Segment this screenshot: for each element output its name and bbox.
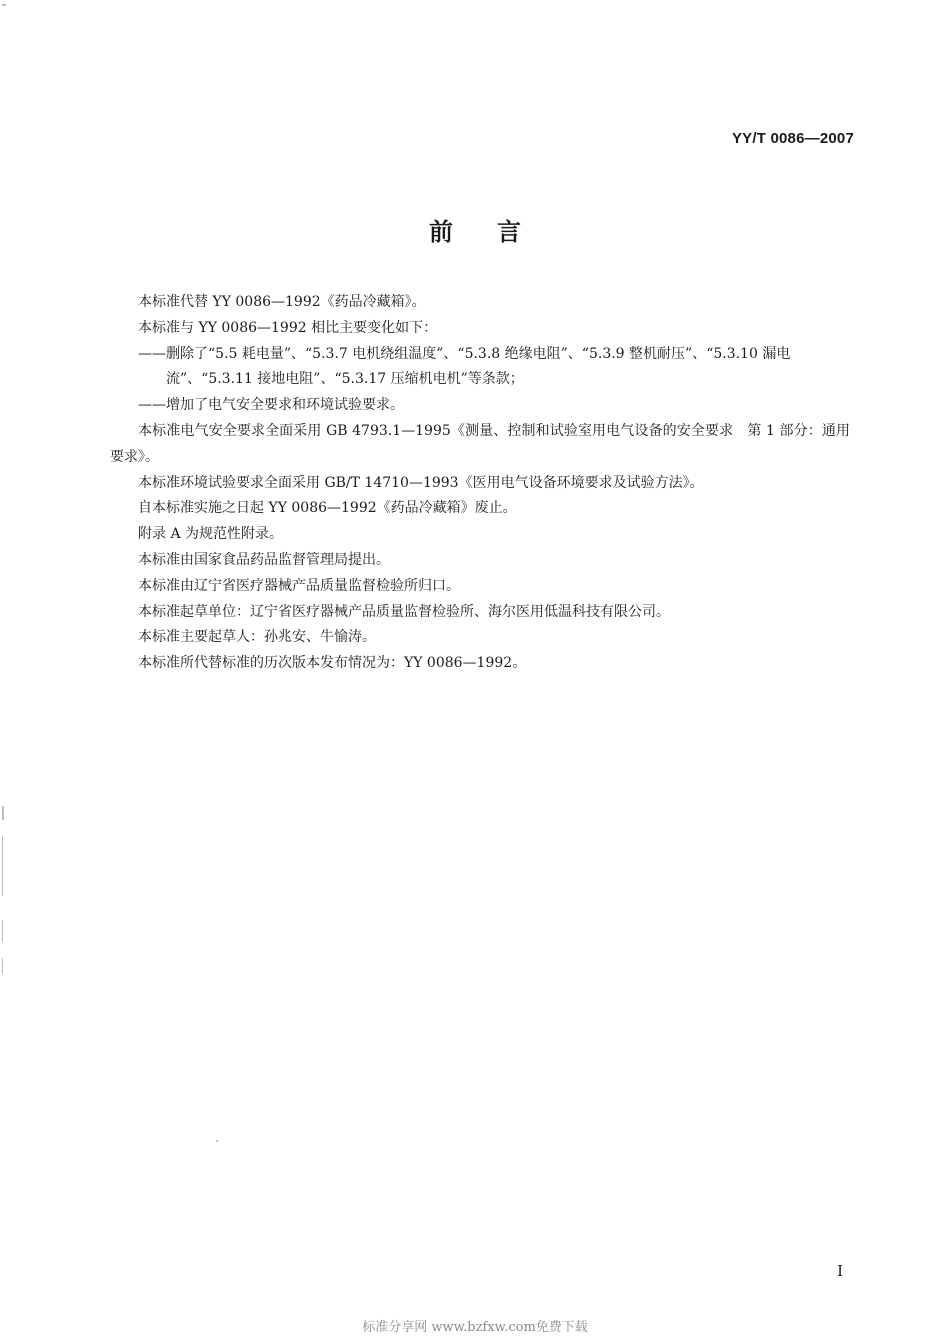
scan-artifact bbox=[216, 1140, 218, 1142]
list-item: ——增加了电气安全要求和环境试验要求。 bbox=[138, 397, 404, 414]
paragraph: 本标准所代替标准的历次版本发布情况为：YY 0086—1992。 bbox=[138, 655, 527, 672]
paragraph: 附录 A 为规范性附录。 bbox=[138, 526, 284, 543]
paragraph: 本标准环境试验要求全面采用 GB/T 14710—1993《医用电气设备环境要求及试验方法》。 bbox=[138, 474, 704, 491]
paragraph: 本标准由国家食品药品监督管理局提出。 bbox=[138, 551, 390, 568]
paragraph: 本标准电气安全要求全面采用 GB 4793.1—1995《测量、控制和试验室用电气设备的安全要求 第 1 部分：通用要求》。 bbox=[110, 422, 850, 465]
scan-artifact bbox=[2, 806, 4, 820]
paragraph: 本标准起草单位：辽宁省医疗器械产品质量监督检验所、海尔医用低温科技有限公司。 bbox=[138, 603, 670, 620]
scan-artifact bbox=[2, 958, 3, 974]
watermark-footer: 标准分享网 www.bzfxw.com免费下载 bbox=[362, 1320, 588, 1335]
paragraph: 本标准主要起草人：孙兆安、牛愉涛。 bbox=[138, 629, 376, 646]
paragraph: 本标准由辽宁省医疗器械产品质量监督检验所归口。 bbox=[138, 577, 460, 594]
paragraph: 本标准代替 YY 0086—1992《药品冷藏箱》。 bbox=[138, 294, 426, 310]
scan-artifact bbox=[2, 920, 3, 942]
paragraph: 本标准与 YY 0086—1992 相比主要变化如下： bbox=[138, 319, 438, 336]
scan-artifact bbox=[2, 836, 3, 896]
paragraph: 自本标准实施之日起 YY 0086—1992《药品冷藏箱》废止。 bbox=[138, 500, 517, 517]
foreword-body bbox=[110, 290, 850, 677]
list-item: ——删除了“5.5 耗电量”、“5.3.7 电机绕组温度”、“5.3.8 绝缘电阻”、“5.3.9 整机耐压”、“5.3.10 漏电流”、“5.3.11 接地电阻”、“5.3.17 压缩机电机”等条款； bbox=[138, 345, 791, 388]
page-number: I bbox=[837, 1262, 843, 1280]
standard-code: YY/T 0086—2007 bbox=[731, 130, 854, 147]
page-title: 前言 bbox=[429, 218, 565, 246]
scan-artifact bbox=[2, 4, 6, 6]
